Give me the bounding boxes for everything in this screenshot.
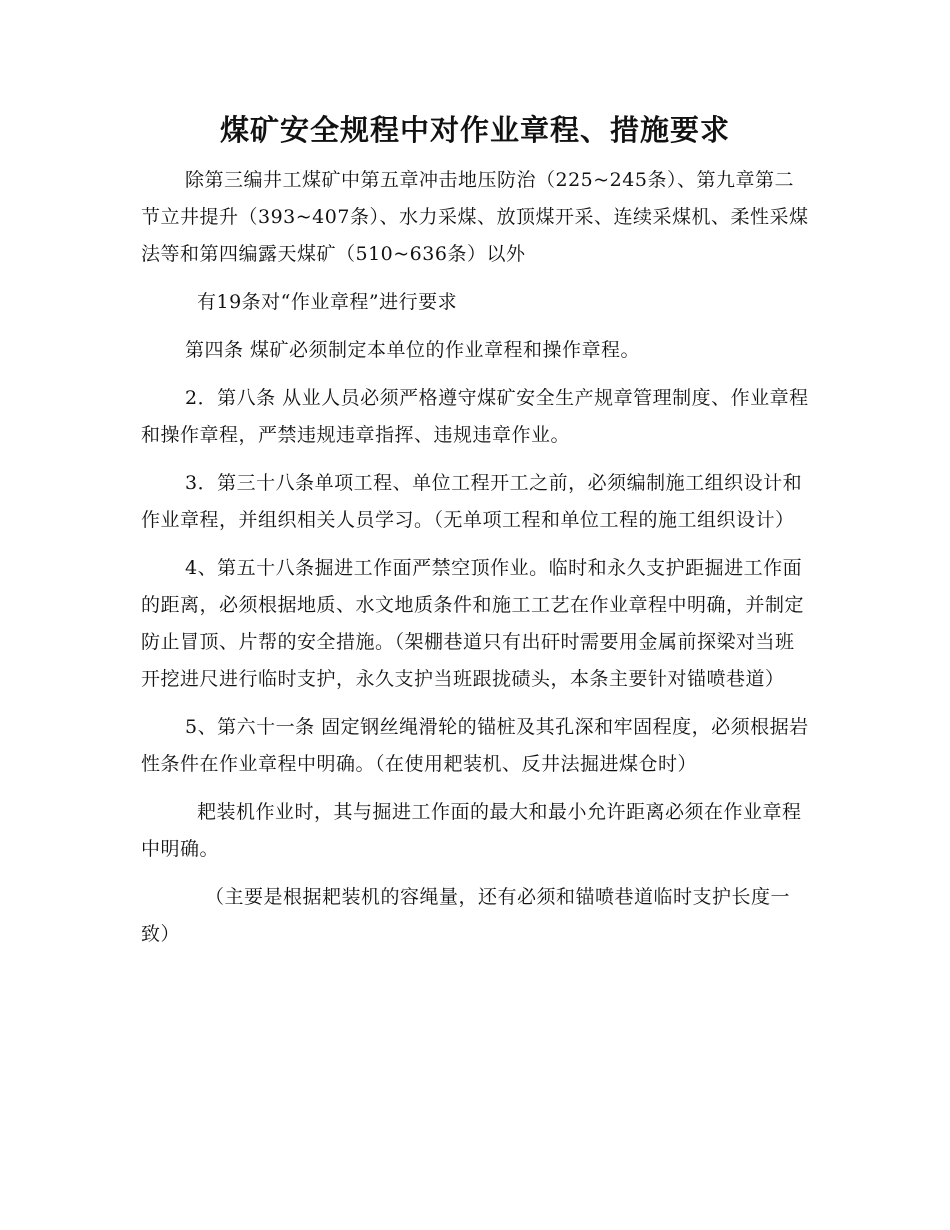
paragraph-rake-loader: 耙装机作业时，其与掘进工作面的最大和最小允许距离必须在作业章程中明确。 <box>141 801 802 860</box>
document-title: 煤矿安全规程中对作业章程、措施要求 <box>219 113 730 147</box>
paragraph-article-38: 3．第三十八条单项工程、单位工程开工之前，必须编制施工组织设计和作业章程，并组织相关人员学习。（无单项工程和单位工程的施工组织设计） <box>141 472 803 531</box>
paragraph-article-4: 第四条 煤矿必须制定本单位的作业章程和操作章程。 <box>185 339 641 361</box>
paragraph-article-61: 5、第六十一条 固定钢丝绳滑轮的锚桩及其孔深和牢固程度，必须根据岩性条件在作业章程中明确。（在使用耙装机、反井法掘进煤仓时） <box>141 716 809 775</box>
paragraph-rake-loader-note: （主要是根据耙装机的容绳量，还有必须和锚喷巷道临时支护长度一致） <box>141 886 791 945</box>
paragraph-summary: 有19条对“作业章程”进行要求 <box>197 291 458 313</box>
document-body <box>141 162 811 953</box>
paragraph-article-8: 2．第八条 从业人员必须严格遵守煤矿安全生产规章管理制度、作业章程和操作章程，严禁违规违章指挥、违规违章作业。 <box>141 387 809 446</box>
paragraph-scope: 除第三编井工煤矿中第五章冲击地压防治（225~245条）、第九章第二节立井提升（393~407条）、水力采煤、放顶煤开采、连续采煤机、柔性采煤法等和第四编露天煤矿（510~636条）以外 <box>141 169 809 265</box>
paragraph-article-58: 4、第五十八条掘进工作面严禁空顶作业。临时和永久支护距掘进工作面的距离，必须根据地质、水文地质条件和施工工艺在作业章程中明确，并制定防止冒顶、片帮的安全措施。（架棚巷道只有出矸时需要用金属前探梁对当班开挖进尺进行临时支护，永久支护当班跟拢碛头，本条主要针对锚喷巷道） <box>141 557 805 690</box>
